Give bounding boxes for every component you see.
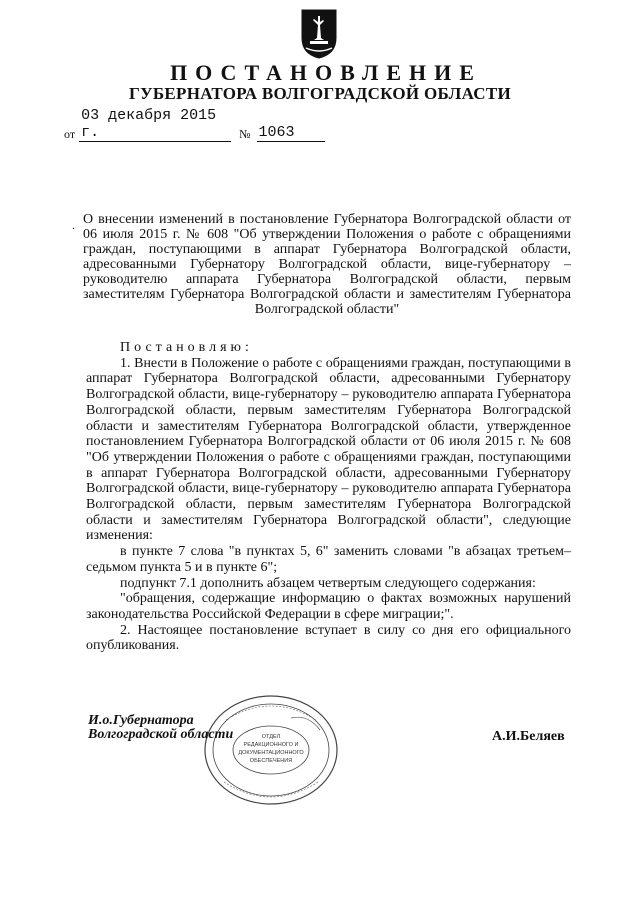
document-date: 03 декабря 2015 г.	[79, 107, 231, 142]
signatory-position	[88, 714, 233, 742]
decree-word: Постановляю:	[120, 340, 253, 355]
dateline	[64, 107, 325, 142]
margin-mark: .	[72, 218, 75, 232]
body-change-1: в пункте 7 слова "в пунктах 5, 6" заменить словами "в абзацах третьем–седьмом пункта 5 и в пункте 6";	[86, 544, 571, 575]
stamp-line-4: ОБЕСПЕЧЕНИЯ	[249, 758, 293, 764]
body-item-1: 1. Внести в Положение о работе с обращениями граждан, поступающими в аппарат Губернатора Волгоградской области, адресованными Губернатору Волгоградской области, вице-губернатору – руководителю аппарата Губернатора Волгоградской области, первым заместителям Губернатора Волгоградской области и заместителям Губернатора Волгоградской области, утвержденное постановлением Губернатора Волгоградской области от 06 июля 2015 г. № 608 "Об утверждении Положения о работе с обращениями граждан, поступающими в аппарат Губернатора Волгоградской области, адресованными Губернатору Волгоградской области, вице-губернатору – руководителю аппарата Губернатора Волгоградской области, первым заместителям Губернатора Волгоградской области и заместителям Губернатора Волгоградской области", следующие изменения:	[86, 355, 571, 544]
body-quote: "обращения, содержащие информацию о фактах возможных нарушений законодательства Российской Федерации в сфере миграции;".	[86, 591, 571, 622]
number-sign-label: №	[239, 127, 251, 141]
stamp-line-2: РЕДАКЦИОННОГО И	[243, 742, 299, 748]
document-issuer: ГУБЕРНАТОРА ВОЛГОГРАДСКОЙ ОБЛАСТИ	[128, 84, 512, 103]
stamp-line-1: ОТДЕЛ	[261, 734, 281, 740]
body-change-2: подпункт 7.1 дополнить абзацем четвертым следующего содержания:	[120, 575, 536, 591]
document-number: 1063	[257, 124, 325, 142]
department-stamp	[196, 690, 346, 810]
document-title: ПОСТАНОВЛЕНИЕ	[170, 60, 482, 85]
stamp-line-3: ДОКУМЕНТАЦИОННОГО	[238, 750, 304, 756]
document-subject: О внесении изменений в постановление Губернатора Волгоградской области от 06 июля 2015 г. № 608 "Об утверждении Положения о работе с обращениями граждан, поступающими в аппарат Губернатора Волгоградской области, адресованными Губернатору Волгоградской области, вице-губернатору – руководителю аппарата Губернатора Волгоградской области, первым заместителям Губернатора Волгоградской области и заместителям Губернатора Волгоградской области"	[83, 212, 571, 317]
document-body	[86, 340, 571, 654]
date-from-label: от	[64, 127, 76, 141]
coat-of-arms-icon	[300, 8, 338, 60]
body-item-2: 2. Настоящее постановление вступает в силу со дня его официального опубликования.	[86, 622, 571, 654]
signatory-position-line-2: Волгоградской области	[88, 727, 234, 742]
signatory-name: А.И.Беляев	[492, 729, 565, 744]
signatory-position-line-1: И.о.Губернатора	[88, 713, 194, 728]
